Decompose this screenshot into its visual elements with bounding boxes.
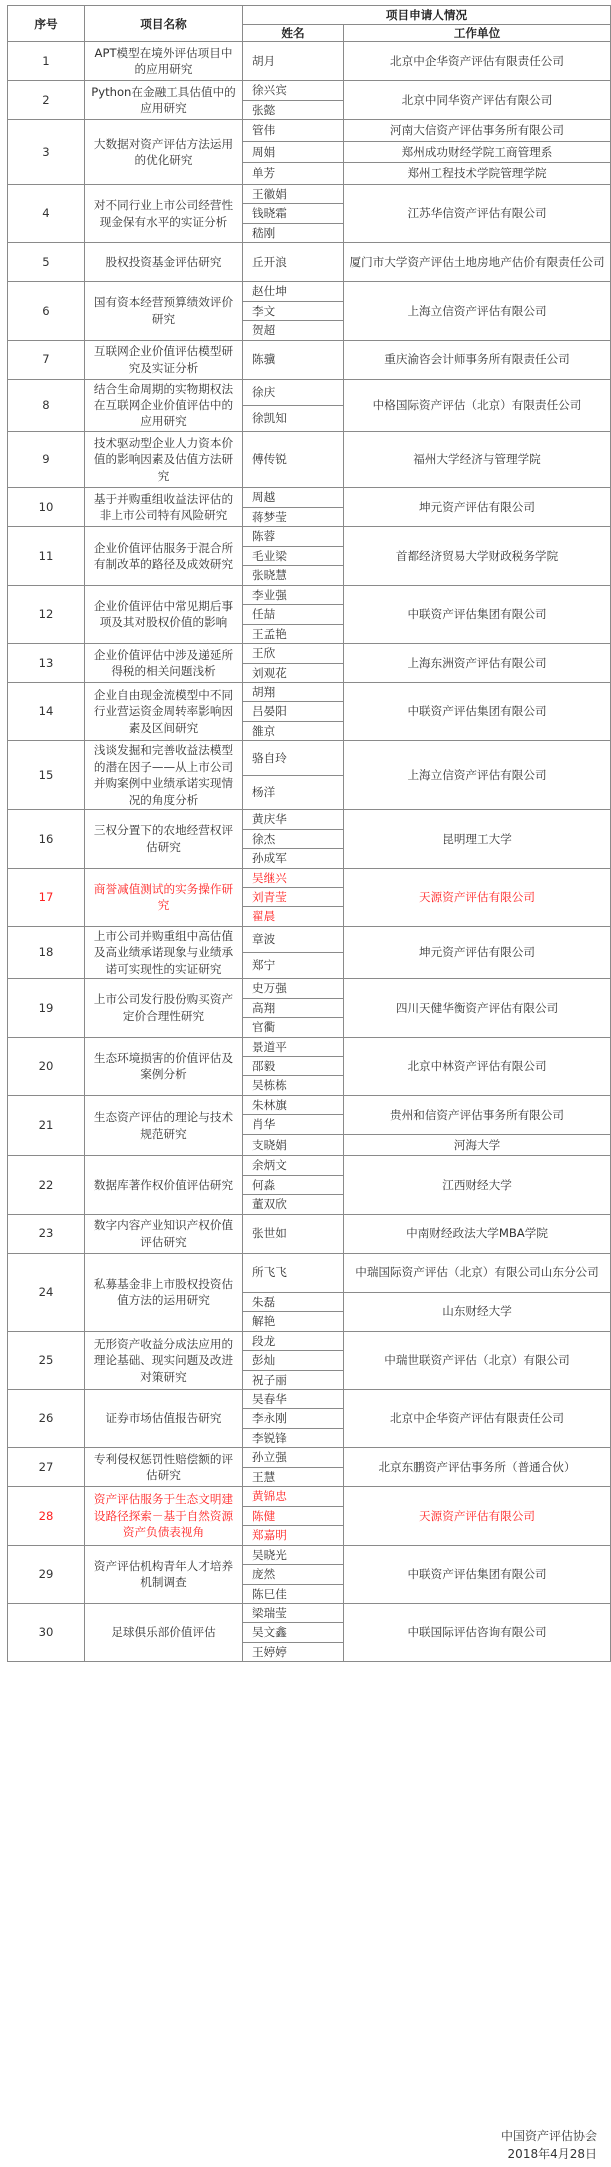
table-body (8, 42, 611, 1662)
table-row (8, 379, 611, 405)
row-title: Python在金融工具估值中的应用研究 (85, 81, 243, 120)
table-row (8, 741, 611, 775)
row-no: 18 (8, 926, 85, 978)
table-row (8, 926, 611, 952)
applicant-name: 吕晏阳 (243, 702, 344, 721)
table-row (8, 1037, 611, 1056)
applicant-org: 郑州工程技术学院管理学院 (344, 163, 611, 185)
table-row (8, 979, 611, 998)
applicant-org: 郑州成功财经学院工商管理系 (344, 141, 611, 163)
row-no: 12 (8, 585, 85, 643)
applicant-name: 吴栋栋 (243, 1076, 344, 1095)
applicant-name: 梁瑞莹 (243, 1603, 344, 1622)
header-org: 工作单位 (344, 25, 611, 42)
applicant-name: 李永刚 (243, 1409, 344, 1428)
applicant-name: 章波 (243, 926, 344, 952)
applicant-name: 高翔 (243, 998, 344, 1017)
applicant-name: 张世如 (243, 1214, 344, 1253)
applicant-org: 坤元资产评估有限公司 (344, 926, 611, 978)
applicant-name: 董双欣 (243, 1195, 344, 1214)
applicant-name: 徐杰 (243, 829, 344, 848)
row-no: 23 (8, 1214, 85, 1253)
applicant-name: 肖华 (243, 1115, 344, 1134)
row-no: 9 (8, 431, 85, 488)
applicant-name: 郑嘉明 (243, 1526, 344, 1545)
applicant-name: 刘青莹 (243, 887, 344, 906)
table-row (8, 120, 611, 142)
applicant-name: 官衢 (243, 1018, 344, 1037)
applicant-name: 胡翔 (243, 682, 344, 701)
applicant-name: 骆自玲 (243, 741, 344, 775)
row-title: 浅谈发掘和完善收益法模型的潜在因子——从上市公司并购案例中业绩承诺实现情况的角度分析 (85, 741, 243, 810)
table-row (8, 682, 611, 701)
applicant-name: 徐兴宾 (243, 81, 344, 100)
row-no: 4 (8, 184, 85, 242)
table-row (8, 431, 611, 488)
applicant-name: 王徽娟 (243, 184, 344, 203)
row-no: 19 (8, 979, 85, 1037)
row-no: 20 (8, 1037, 85, 1095)
applicant-org: 中联资产评估集团有限公司 (344, 682, 611, 740)
project-table (7, 5, 611, 1662)
row-title: APT模型在境外评估项目中的应用研究 (85, 42, 243, 81)
applicant-name: 吴继兴 (243, 868, 344, 887)
applicant-name: 雒京 (243, 721, 344, 740)
applicant-name: 傅传锐 (243, 431, 344, 488)
applicant-org: 中南财经政法大学MBA学院 (344, 1214, 611, 1253)
applicant-name: 王孟艳 (243, 624, 344, 643)
row-title: 结合生命周期的实物期权法在互联网企业价值评估中的应用研究 (85, 379, 243, 431)
applicant-org: 天源资产评估有限公司 (344, 1487, 611, 1545)
table-row (8, 1545, 611, 1564)
applicant-name: 张懿 (243, 100, 344, 119)
row-no: 27 (8, 1448, 85, 1487)
applicant-name: 周越 (243, 488, 344, 507)
applicant-name: 丘开浪 (243, 243, 344, 282)
row-no: 28 (8, 1487, 85, 1545)
applicant-name: 徐凯知 (243, 405, 344, 431)
table-row (8, 1214, 611, 1253)
applicant-org: 贵州和信资产评估事务所有限公司 (344, 1095, 611, 1134)
row-title: 股权投资基金评估研究 (85, 243, 243, 282)
row-title: 企业价值评估服务于混合所有制改革的路径及成效研究 (85, 527, 243, 585)
row-title: 三权分置下的农地经营权评估研究 (85, 810, 243, 868)
row-no: 1 (8, 42, 85, 81)
row-no: 16 (8, 810, 85, 868)
applicant-org: 北京中同华资产评估有限公司 (344, 81, 611, 120)
row-title: 专利侵权惩罚性赔偿额的评估研究 (85, 1448, 243, 1487)
row-no: 3 (8, 120, 85, 185)
applicant-name: 王慧 (243, 1467, 344, 1486)
applicant-org: 首都经济贸易大学财政税务学院 (344, 527, 611, 585)
row-no: 7 (8, 340, 85, 379)
applicant-name: 陈蓉 (243, 527, 344, 546)
table-row (8, 810, 611, 829)
row-title: 生态环境损害的价值评估及案例分析 (85, 1037, 243, 1095)
applicant-name: 张晓慧 (243, 566, 344, 585)
row-no: 8 (8, 379, 85, 431)
applicant-name: 祝子丽 (243, 1370, 344, 1389)
row-no: 15 (8, 741, 85, 810)
applicant-name: 王欣 (243, 644, 344, 663)
row-title: 私募基金非上市股权投资估值方法的运用研究 (85, 1253, 243, 1331)
table-row (8, 868, 611, 887)
row-title: 企业价值评估中涉及递延所得税的相关问题浅析 (85, 644, 243, 683)
applicant-org: 上海立信资产评估有限公司 (344, 741, 611, 810)
applicant-name: 支晓娟 (243, 1134, 344, 1156)
applicant-name: 吴文鑫 (243, 1623, 344, 1642)
row-no: 10 (8, 488, 85, 527)
table-row (8, 1331, 611, 1350)
row-title: 企业自由现金流模型中不同行业营运资金周转率影响因素及区间研究 (85, 682, 243, 740)
table-row (8, 1487, 611, 1506)
footer-org: 中国资产评估协会 (500, 2129, 597, 2143)
row-no: 14 (8, 682, 85, 740)
applicant-org: 四川天健华衡资产评估有限公司 (344, 979, 611, 1037)
row-title: 生态资产评估的理论与技术规范研究 (85, 1095, 243, 1155)
applicant-name: 解艳 (243, 1312, 344, 1331)
table-row (8, 1603, 611, 1622)
row-title: 企业价值评估中常见期后事项及其对股权价值的影响 (85, 585, 243, 643)
header-applicant-group: 项目申请人情况 (243, 6, 611, 25)
applicant-name: 毛业梁 (243, 546, 344, 565)
table-row (8, 1389, 611, 1408)
applicant-name: 邵毅 (243, 1057, 344, 1076)
table-row (8, 81, 611, 100)
row-no: 17 (8, 868, 85, 926)
row-title: 技术驱动型企业人力资本价值的影响因素及估值方法研究 (85, 431, 243, 488)
row-no: 21 (8, 1095, 85, 1155)
row-title: 数字内容产业知识产权价值评估研究 (85, 1214, 243, 1253)
project-list-sheet (7, 5, 610, 1662)
applicant-name: 杨洋 (243, 775, 344, 809)
applicant-org: 中瑞世联资产评估（北京）有限公司 (344, 1331, 611, 1389)
table-row (8, 184, 611, 203)
table-row (8, 1156, 611, 1175)
header-no: 序号 (8, 6, 85, 42)
applicant-org: 北京东鹏资产评估事务所（普通合伙） (344, 1448, 611, 1487)
row-no: 29 (8, 1545, 85, 1603)
applicant-name: 陈健 (243, 1506, 344, 1525)
applicant-org: 福州大学经济与管理学院 (344, 431, 611, 488)
applicant-org: 中联资产评估集团有限公司 (344, 585, 611, 643)
applicant-name: 黄锦忠 (243, 1487, 344, 1506)
applicant-name: 翟晨 (243, 907, 344, 926)
applicant-name: 李业强 (243, 585, 344, 604)
row-title: 对不同行业上市公司经营性现金保有水平的实证分析 (85, 184, 243, 242)
row-title: 证券市场估值报告研究 (85, 1389, 243, 1447)
applicant-name: 庞然 (243, 1565, 344, 1584)
applicant-name: 徐庆 (243, 379, 344, 405)
table-row (8, 527, 611, 546)
row-no: 6 (8, 282, 85, 340)
table-row (8, 488, 611, 507)
table-row (8, 585, 611, 604)
applicant-org: 坤元资产评估有限公司 (344, 488, 611, 527)
row-no: 26 (8, 1389, 85, 1447)
row-title: 资产评估机构青年人才培养机制调查 (85, 1545, 243, 1603)
applicant-name: 周娟 (243, 141, 344, 163)
applicant-org: 厦门市大学资产评估土地房地产估价有限责任公司 (344, 243, 611, 282)
applicant-name: 吴晓光 (243, 1545, 344, 1564)
applicant-org: 天源资产评估有限公司 (344, 868, 611, 926)
row-title: 商誉减值测试的实务操作研究 (85, 868, 243, 926)
row-no: 30 (8, 1603, 85, 1661)
applicant-org: 重庆渝咨会计师事务所有限责任公司 (344, 340, 611, 379)
table-row (8, 42, 611, 81)
applicant-name: 朱磊 (243, 1292, 344, 1311)
applicant-name: 李文 (243, 301, 344, 320)
header-title: 项目名称 (85, 6, 243, 42)
table-row (8, 644, 611, 663)
row-title: 足球俱乐部价值评估 (85, 1603, 243, 1661)
row-no: 25 (8, 1331, 85, 1389)
applicant-name: 孙立强 (243, 1448, 344, 1467)
applicant-name: 段龙 (243, 1331, 344, 1350)
applicant-name: 史万强 (243, 979, 344, 998)
table-row (8, 1253, 611, 1292)
applicant-org: 中联国际评估咨询有限公司 (344, 1603, 611, 1661)
applicant-name: 孙成军 (243, 849, 344, 868)
row-title: 资产评估服务于生态文明建设路径探索－基于自然资源资产负债表视角 (85, 1487, 243, 1545)
row-no: 22 (8, 1156, 85, 1214)
applicant-org: 山东财经大学 (344, 1292, 611, 1331)
row-title: 无形资产收益分成法应用的理论基础、现实问题及改进对策研究 (85, 1331, 243, 1389)
applicant-name: 何淼 (243, 1175, 344, 1194)
row-title: 大数据对资产评估方法运用的优化研究 (85, 120, 243, 185)
table-row (8, 282, 611, 301)
table-row (8, 1095, 611, 1114)
applicant-org: 北京中企华资产评估有限责任公司 (344, 42, 611, 81)
applicant-org: 北京中企华资产评估有限责任公司 (344, 1389, 611, 1447)
table-row (8, 243, 611, 282)
row-title: 上市公司并购重组中高估值及高业绩承诺现象与业绩承诺可实现性的实证研究 (85, 926, 243, 978)
applicant-name: 蒋梦莹 (243, 507, 344, 526)
row-title: 上市公司发行股份购买资产定价合理性研究 (85, 979, 243, 1037)
applicant-name: 王婷婷 (243, 1642, 344, 1661)
applicant-org: 中格国际资产评估（北京）有限责任公司 (344, 379, 611, 431)
applicant-name: 李锐锋 (243, 1428, 344, 1447)
row-no: 5 (8, 243, 85, 282)
applicant-name: 余炳文 (243, 1156, 344, 1175)
row-title: 数据库著作权价值评估研究 (85, 1156, 243, 1214)
applicant-name: 朱林旗 (243, 1095, 344, 1114)
applicant-org: 中联资产评估集团有限公司 (344, 1545, 611, 1603)
applicant-org: 河海大学 (344, 1134, 611, 1156)
applicant-name: 郑宁 (243, 953, 344, 979)
applicant-name: 陈巳佳 (243, 1584, 344, 1603)
applicant-name: 景道平 (243, 1037, 344, 1056)
applicant-name: 贺超 (243, 321, 344, 340)
footer (501, 2127, 597, 2163)
applicant-org: 江西财经大学 (344, 1156, 611, 1214)
applicant-org: 昆明理工大学 (344, 810, 611, 868)
table-row (8, 340, 611, 379)
applicant-org: 上海东洲资产评估有限公司 (344, 644, 611, 683)
footer-date: 2018年4月28日 (507, 2147, 597, 2161)
applicant-org: 江苏华信资产评估有限公司 (344, 184, 611, 242)
applicant-org: 北京中林资产评估有限公司 (344, 1037, 611, 1095)
row-title: 互联网企业价值评估模型研究及实证分析 (85, 340, 243, 379)
row-title: 基于并购重组收益法评估的非上市公司特有风险研究 (85, 488, 243, 527)
header-name: 姓名 (243, 25, 344, 42)
applicant-org: 上海立信资产评估有限公司 (344, 282, 611, 340)
applicant-name: 赵仕坤 (243, 282, 344, 301)
applicant-name: 刘观花 (243, 663, 344, 682)
applicant-name: 单芳 (243, 163, 344, 185)
row-no: 2 (8, 81, 85, 120)
applicant-name: 陈骥 (243, 340, 344, 379)
applicant-name: 嵇刚 (243, 223, 344, 242)
applicant-name: 吴春华 (243, 1389, 344, 1408)
row-no: 11 (8, 527, 85, 585)
row-title: 国有资本经营预算绩效评价研究 (85, 282, 243, 340)
row-no: 13 (8, 644, 85, 683)
applicant-name: 任喆 (243, 605, 344, 624)
applicant-org: 中瑞国际资产评估（北京）有限公司山东分公司 (344, 1253, 611, 1292)
applicant-name: 黄庆华 (243, 810, 344, 829)
applicant-name: 所飞飞 (243, 1253, 344, 1292)
table-row (8, 1448, 611, 1467)
applicant-name: 管伟 (243, 120, 344, 142)
row-no: 24 (8, 1253, 85, 1331)
applicant-name: 胡月 (243, 42, 344, 81)
applicant-name: 钱晓霜 (243, 204, 344, 223)
applicant-org: 河南大信资产评估事务所有限公司 (344, 120, 611, 142)
applicant-name: 彭灿 (243, 1351, 344, 1370)
